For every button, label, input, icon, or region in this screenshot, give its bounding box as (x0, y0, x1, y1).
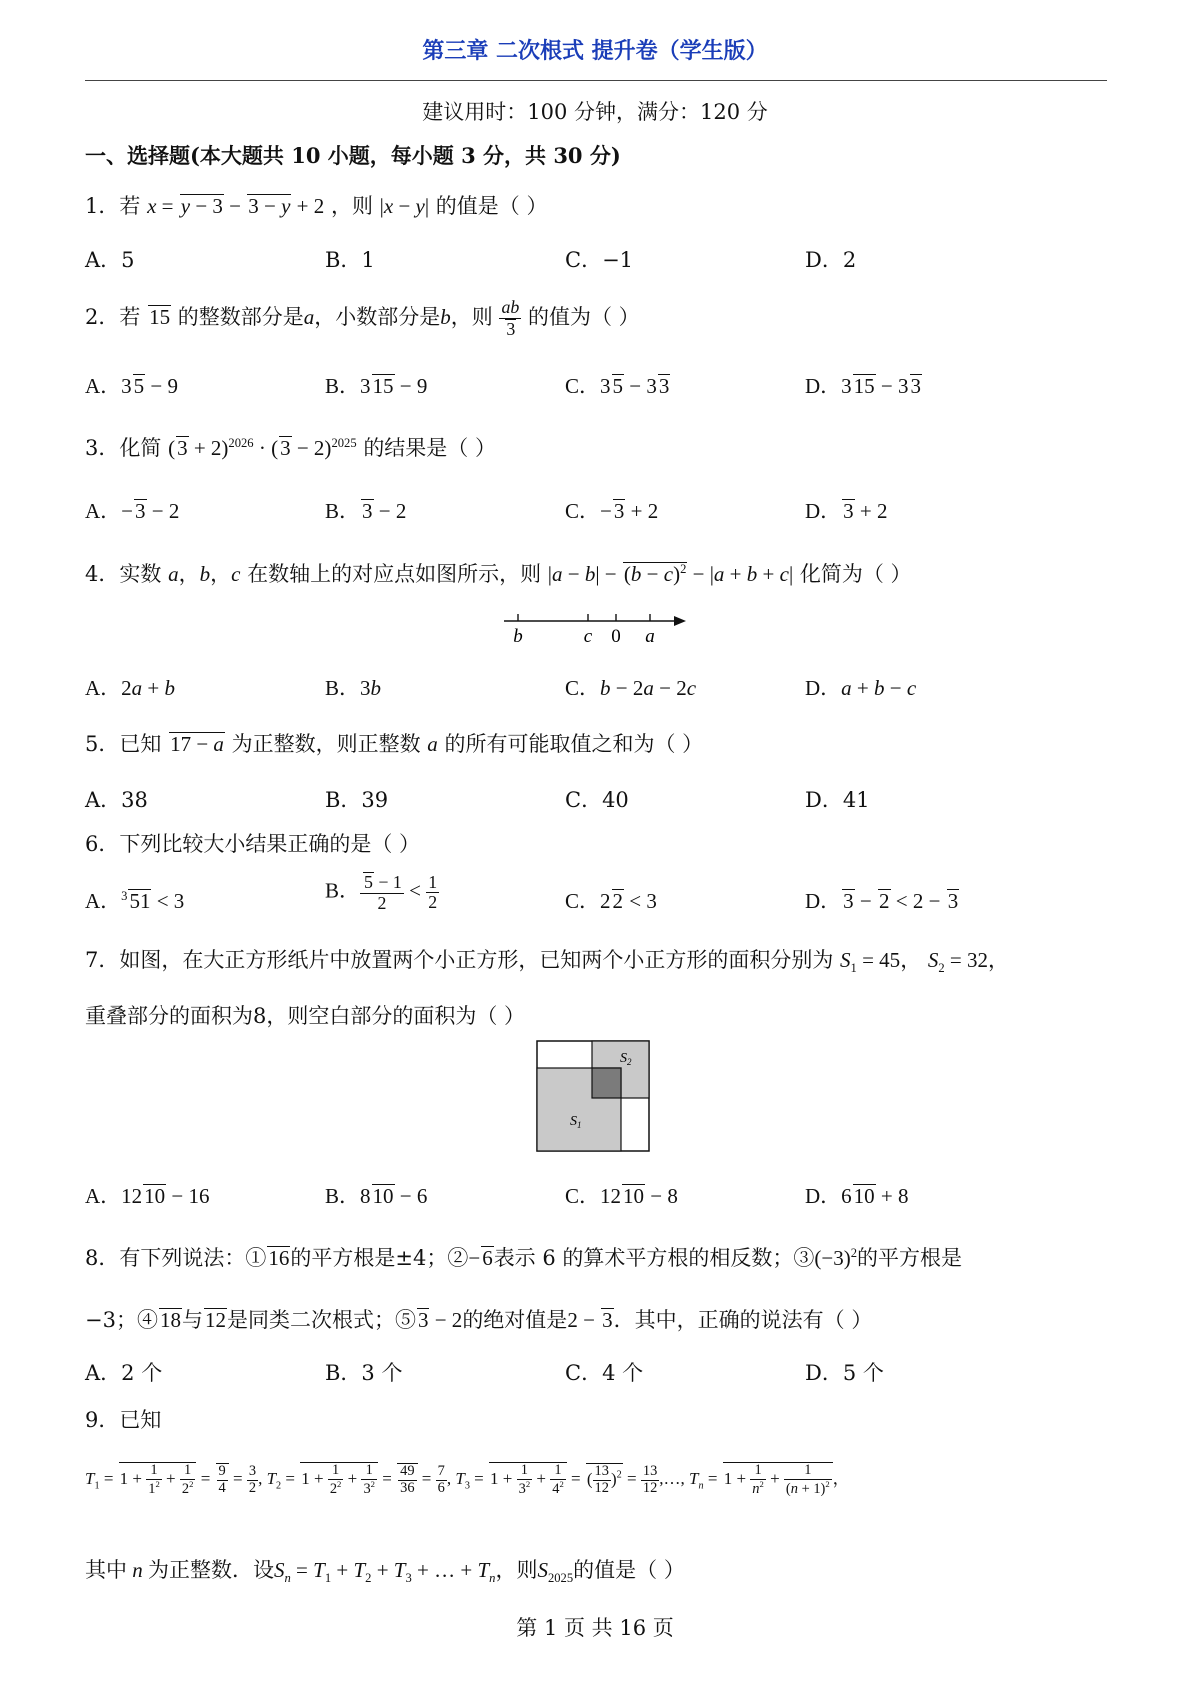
section-heading: 一、选择题(本大题共 10 小题，每小题 3 分，共 30 分) (85, 143, 621, 168)
q1-option-c[interactable]: C．−1 (565, 248, 634, 272)
number-line-figure (500, 605, 690, 647)
q2-option-d[interactable]: D．315 − 33 (805, 374, 922, 398)
q8-option-a[interactable]: A．2 个 (85, 1361, 163, 1385)
q2-option-b[interactable]: B．315 − 9 (325, 374, 428, 398)
q4-option-b[interactable]: B．3b (325, 676, 382, 700)
label-c: c (583, 626, 593, 647)
label-a: a (645, 626, 655, 647)
q5-option-a[interactable]: A．38 (85, 788, 148, 812)
q3-option-b[interactable]: B．3 − 2 (325, 499, 407, 523)
question-1: 1．若 x = y − 3 − 3 − y + 2 ，则 |x − y| 的值是（ ） (85, 194, 548, 218)
q2-option-a[interactable]: A．35 − 9 (85, 374, 179, 398)
page-title: 第三章 二次根式 提升卷（学生版） (422, 39, 768, 64)
q1-option-d[interactable]: D．2 (805, 248, 857, 272)
q2-option-c[interactable]: C．35 − 33 (565, 374, 670, 398)
q6-option-b[interactable]: B． $\frac{5 - 1}{2}$ < $\frac{1}{2}$ (325, 871, 438, 913)
number-line-arrow (674, 616, 686, 626)
q7-option-b[interactable]: B．810 − 6 (325, 1184, 428, 1208)
label-b: b (513, 626, 523, 647)
q1-option-a[interactable]: A．5 (85, 248, 135, 272)
question-5: 5．已知 17 − a 为正整数，则正整数 a 的所有可能取值之和为（ ） (85, 732, 704, 756)
q7-option-a[interactable]: A．1210 − 16 (85, 1184, 210, 1208)
question-6: 6．下列比较大小结果正确的是（ ） (85, 832, 421, 856)
svg-text:S2: $S_2$ (620, 1051, 632, 1067)
exam-info: 建议用时：100 分钟，满分：120 分 (422, 100, 768, 124)
header-divider (85, 80, 1107, 81)
q8-option-d[interactable]: D．5 个 (805, 1361, 884, 1385)
question-9-tail: 其中 n 为正整数．设$S_n = T_1 + T_2 + T_3$ + … + $T_n$，则$S_{2025}$的值是（ ） (85, 1558, 685, 1586)
svg-text:S1: $S_1$ (570, 1114, 582, 1130)
q4-option-c[interactable]: C．b − 2a − 2c (565, 676, 697, 700)
q6-option-a[interactable]: A．$^3$51 < 3 (85, 889, 185, 913)
overlap-region (592, 1068, 621, 1098)
question-8-line-2: −3；④18与12是同类二次根式；⑤3 − 2的绝对值是2 − 3．其中，正确的说法有（ ） (85, 1308, 873, 1332)
q3-option-d[interactable]: D．3 + 2 (805, 499, 888, 523)
question-8: 8．有下列说法：①16的平方根是±4；②−6表示 6 的算术平方根的相反数；$③(-3)^2$的平方根是 (85, 1246, 963, 1270)
label-zero: 0 (611, 626, 621, 647)
question-9: 9．已知 (85, 1408, 162, 1432)
question-3: 3．化简 $(3 + 2)^{2026} \cdot (3 - 2)^{2025}$ 的结果是（ ） (85, 436, 496, 460)
question-2: 2．若 15 的整数部分是a，小数部分是b，则 $\frac{ab}{3}$ 的值为（ ） (85, 297, 640, 339)
q8-option-b[interactable]: B．3 个 (325, 1361, 403, 1385)
question-7-line-2: 重叠部分的面积为8，则空白部分的面积为（ ） (85, 1004, 526, 1028)
q6-option-d[interactable]: D．3 − 2 < 2 − 3 (805, 889, 959, 913)
q7-option-c[interactable]: C．1210 − 8 (565, 1184, 678, 1208)
q7-option-d[interactable]: D．610 + 8 (805, 1184, 909, 1208)
q5-option-b[interactable]: B．39 (325, 788, 389, 812)
q8-option-c[interactable]: C．4 个 (565, 1361, 644, 1385)
q3-option-a[interactable]: A．−3 − 2 (85, 499, 180, 523)
question-7: 7．如图，在大正方形纸片中放置两个小正方形，已知两个小正方形的面积分别为 $S_1 = 45$， $S_2 = 32$， (85, 948, 1010, 976)
q4-option-a[interactable]: A．2a + b (85, 676, 176, 700)
q3-option-c[interactable]: C．−3 + 2 (565, 499, 659, 523)
q5-option-c[interactable]: C．40 (565, 788, 629, 812)
s1-label: S (570, 1114, 577, 1129)
squares-figure (536, 1040, 652, 1154)
q1-option-b[interactable]: B．1 (325, 248, 375, 272)
question-4: 4．实数 a，b，c 在数轴上的对应点如图所示，则 $|a - b| - (b - c)^2 - |a + b + c|$ 化简为（ ） (85, 562, 912, 586)
q5-option-d[interactable]: D．41 (805, 788, 870, 812)
q4-option-d[interactable]: D．a + b − c (805, 676, 917, 700)
page-footer: 第 1 页 共 16 页 (516, 1616, 674, 1640)
q6-option-c[interactable]: C．22 < 3 (565, 889, 657, 913)
question-9-formula: $T_1 = 1$ + $\frac{1}{1^2}$ + $\frac{1}{2^2}$ = $\frac{9}{4}$ = $\frac{3}{2}$ , $T_2 = 1$ + $\frac{1}{2^2}$ + $\frac{1}{3^2}$ = $\frac{49}{36}$ = $\frac{7}{6}$ , $T_3 = 1$ + $\frac{1}{3^2}$ + $\frac{1}{4^2}$ = ( $\frac{13}{12}$ )$^2$ = $\frac{13}{12}$ ,…, $T_n = 1$ + $\frac{1}{n^2}$ + $\frac{1}{(n + 1)^2}$ ， (85, 1462, 850, 1497)
s2-label: S (620, 1051, 627, 1066)
